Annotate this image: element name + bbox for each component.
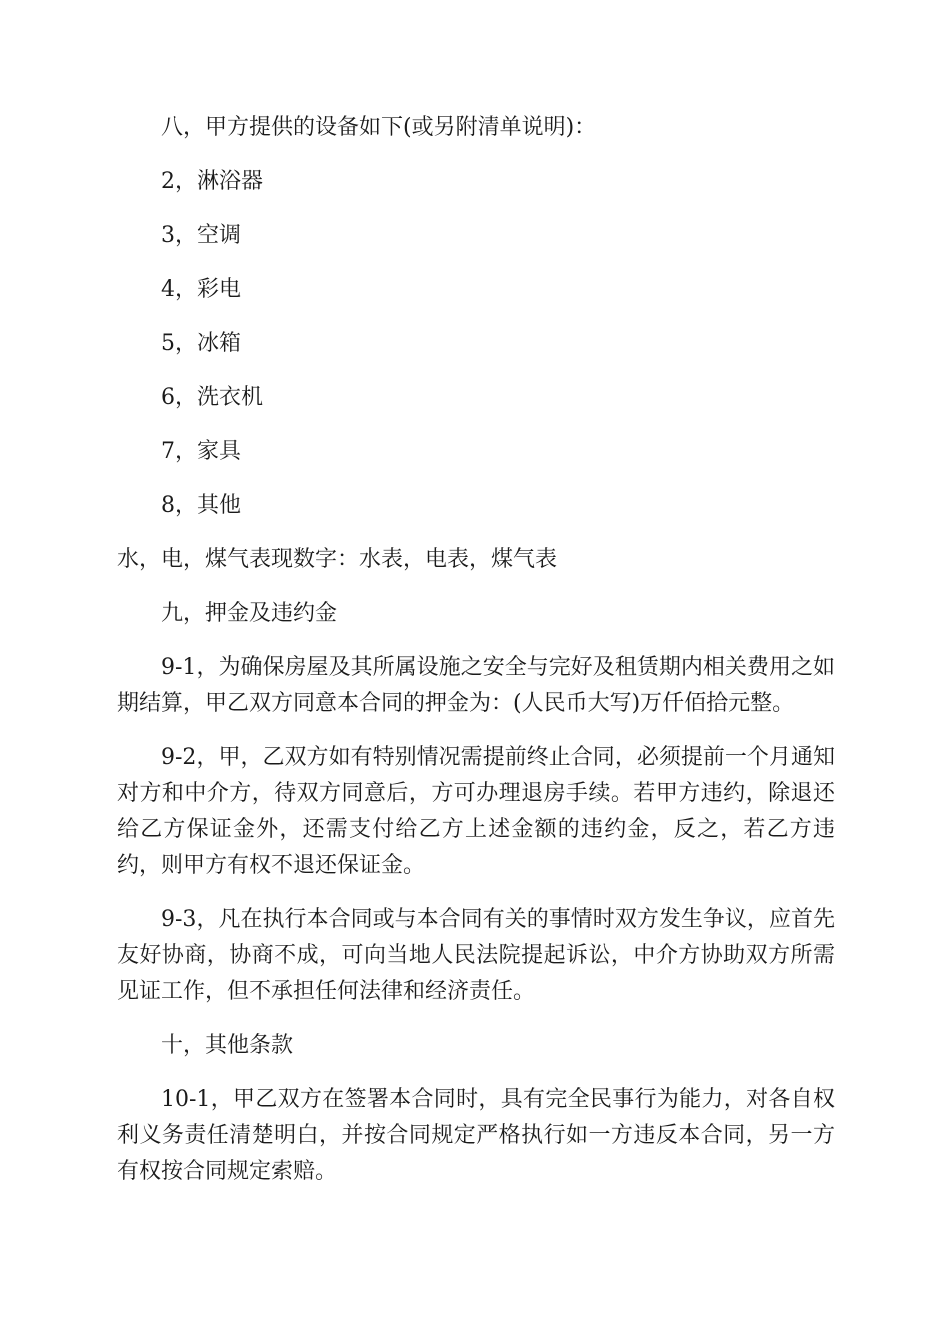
list-item: 6，洗衣机 xyxy=(161,385,263,410)
list-item: 5，冰箱 xyxy=(161,331,241,356)
document-body xyxy=(117,110,835,1208)
list-item: 7，家具 xyxy=(161,439,241,464)
section-heading-deposit: 九，押金及违约金 xyxy=(161,601,338,626)
section-heading-other-terms: 十，其他条款 xyxy=(161,1033,294,1058)
clause-9-1: 9-1，为确保房屋及其所属设施之安全与完好及租赁期内相关费用之如期结算，甲乙双方同意本合同的押金为：(人民币大写)万仟佰拾元整。 xyxy=(117,655,835,716)
clause-9-2: 9-2，甲，乙双方如有特别情况需提前终止合同，必须提前一个月通知对方和中介方，待双方同意后，方可办理退房手续。若甲方违约，除退还给乙方保证金外，还需支付给乙方上述金额的违约金，反之，若乙方违约，则甲方有权不退还保证金。 xyxy=(117,745,835,878)
clause-9-3: 9-3，凡在执行本合同或与本合同有关的事情时双方发生争议，应首先友好协商，协商不成，可向当地人民法院提起诉讼，中介方协助双方所需见证工作，但不承担任何法律和经济责任。 xyxy=(117,907,835,1004)
list-item: 4，彩电 xyxy=(161,277,241,302)
list-item: 3，空调 xyxy=(161,223,241,248)
meter-readings-line: 水，电，煤气表现数字：水表，电表，煤气表 xyxy=(117,547,558,572)
section-heading-equipment: 八，甲方提供的设备如下(或另附清单说明)： xyxy=(161,115,597,140)
list-item: 2，淋浴器 xyxy=(161,169,263,194)
clause-10-1: 10-1，甲乙双方在签署本合同时，具有完全民事行为能力，对各自权利义务责任清楚明白，并按合同规定严格执行如一方违反本合同，另一方有权按合同规定索赔。 xyxy=(117,1087,835,1184)
list-item: 8，其他 xyxy=(161,493,241,518)
